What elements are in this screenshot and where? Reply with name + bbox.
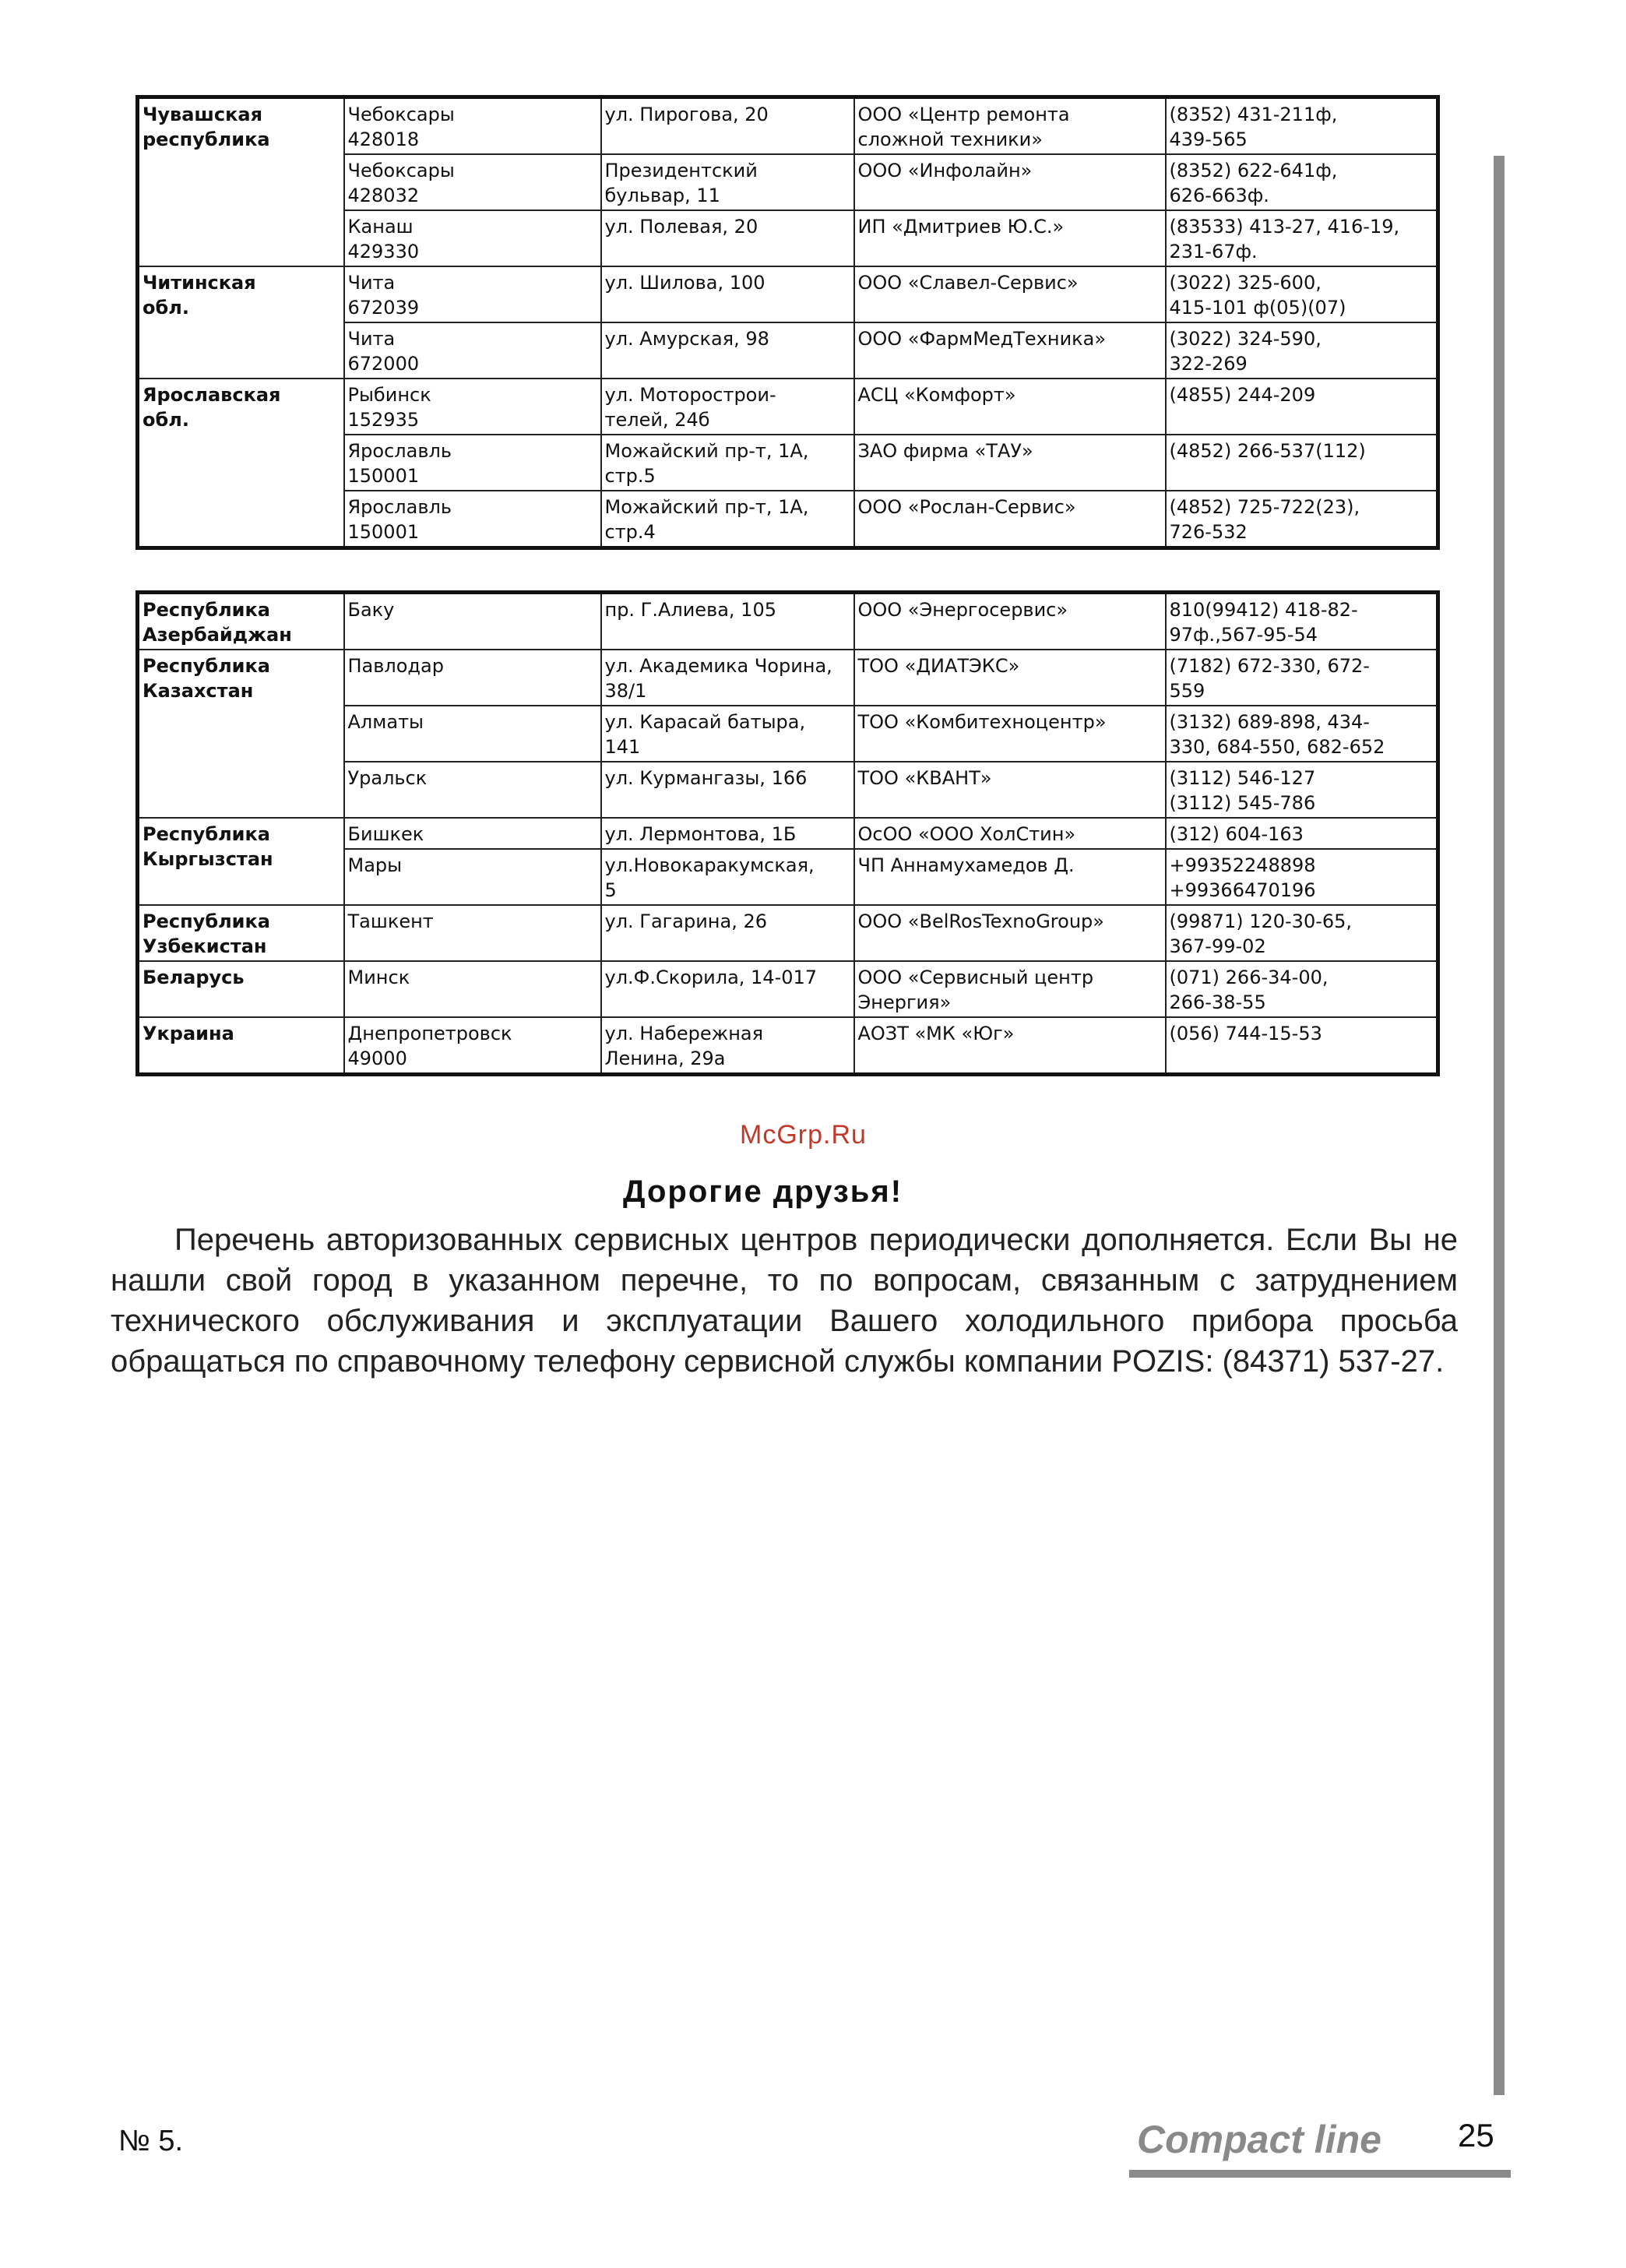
address-cell: ул. Моторострои- телей, 24б bbox=[601, 379, 854, 435]
city-cell: Ярославль 150001 bbox=[344, 435, 601, 491]
company-cell: ТОО «ДИАТЭКС» bbox=[854, 650, 1166, 706]
table-row bbox=[138, 379, 1438, 435]
phone-cell: (4852) 725-722(23), 726-532 bbox=[1166, 491, 1438, 548]
table-row bbox=[138, 905, 1438, 961]
table-row bbox=[138, 961, 1438, 1017]
address-cell: ул. Гагарина, 26 bbox=[601, 905, 854, 961]
phone-cell: (83533) 413-27, 416-19, 231-67ф. bbox=[1166, 210, 1438, 266]
table-row bbox=[138, 818, 1438, 849]
phone-cell: +99352248898 +99366470196 bbox=[1166, 849, 1438, 905]
region-cell: Республика Азербайджан bbox=[138, 593, 344, 650]
company-cell: ООО «Центр ремонта сложной техники» bbox=[854, 97, 1166, 155]
company-cell: ООО «Сервисный центр Энергия» bbox=[854, 961, 1166, 1017]
address-cell: ул.Ф.Скорила, 14-017 bbox=[601, 961, 854, 1017]
address-cell: ул. Пирогова, 20 bbox=[601, 97, 854, 155]
phone-cell: (99871) 120-30-65, 367-99-02 bbox=[1166, 905, 1438, 961]
region-cell: Чувашская республика bbox=[138, 97, 344, 267]
service-centers-table-cis bbox=[136, 590, 1440, 1076]
region-cell: Читинская обл. bbox=[138, 266, 344, 379]
city-cell: Канаш 429330 bbox=[344, 210, 601, 266]
address-cell: ул. Амурская, 98 bbox=[601, 322, 854, 379]
brand-underline bbox=[1129, 2170, 1511, 2178]
address-cell: ул. Курмангазы, 166 bbox=[601, 762, 854, 818]
phone-cell: (3132) 689-898, 434- 330, 684-550, 682-652 bbox=[1166, 706, 1438, 762]
city-cell: Павлодар bbox=[344, 650, 601, 706]
city-cell: Уральск bbox=[344, 762, 601, 818]
company-cell: ООО «BelRosTexnoGroup» bbox=[854, 905, 1166, 961]
address-cell: ул. Полевая, 20 bbox=[601, 210, 854, 266]
company-cell: ООО «Рослан-Сервис» bbox=[854, 491, 1166, 548]
section-heading: Дорогие друзья! bbox=[623, 1174, 903, 1209]
city-cell: Минск bbox=[344, 961, 601, 1017]
region-cell: Ярославская обл. bbox=[138, 379, 344, 548]
address-cell: пр. Г.Алиева, 105 bbox=[601, 593, 854, 650]
table-row bbox=[138, 1017, 1438, 1075]
company-cell: ООО «ФармМедТехника» bbox=[854, 322, 1166, 379]
table-row bbox=[138, 97, 1438, 155]
page-number: 25 bbox=[1458, 2117, 1494, 2154]
phone-cell: (071) 266-34-00, 266-38-55 bbox=[1166, 961, 1438, 1017]
company-cell: ТОО «Комбитехноцентр» bbox=[854, 706, 1166, 762]
city-cell: Чебоксары 428018 bbox=[344, 97, 601, 155]
phone-cell: (056) 744-15-53 bbox=[1166, 1017, 1438, 1075]
city-cell: Чита 672000 bbox=[344, 322, 601, 379]
city-cell: Мары bbox=[344, 849, 601, 905]
company-cell: ИП «Дмитриев Ю.С.» bbox=[854, 210, 1166, 266]
phone-cell: (8352) 622-641ф, 626-663ф. bbox=[1166, 154, 1438, 210]
company-cell: АСЦ «Комфорт» bbox=[854, 379, 1166, 435]
city-cell: Бишкек bbox=[344, 818, 601, 849]
address-cell: ул. Шилова, 100 bbox=[601, 266, 854, 322]
phone-cell: 810(99412) 418-82- 97ф.,567-95-54 bbox=[1166, 593, 1438, 650]
address-cell: Можайский пр-т, 1А, стр.5 bbox=[601, 435, 854, 491]
address-cell: ул. Академика Чорина, 38/1 bbox=[601, 650, 854, 706]
address-cell: Можайский пр-т, 1А, стр.4 bbox=[601, 491, 854, 548]
issue-number: № 5. bbox=[118, 2125, 184, 2157]
city-cell: Чебоксары 428032 bbox=[344, 154, 601, 210]
company-cell: ТОО «КВАНТ» bbox=[854, 762, 1166, 818]
phone-cell: (7182) 672-330, 672- 559 bbox=[1166, 650, 1438, 706]
phone-cell: (4855) 244-209 bbox=[1166, 379, 1438, 435]
region-cell: Республика Узбекистан bbox=[138, 905, 344, 961]
phone-cell: (3022) 325-600, 415-101 ф(05)(07) bbox=[1166, 266, 1438, 322]
brand-name: Compact line bbox=[1137, 2118, 1381, 2161]
city-cell: Рыбинск 152935 bbox=[344, 379, 601, 435]
phone-cell: (3112) 546-127 (3112) 545-786 bbox=[1166, 762, 1438, 818]
phone-cell: (312) 604-163 bbox=[1166, 818, 1438, 849]
company-cell: ЗАО фирма «ТАУ» bbox=[854, 435, 1166, 491]
phone-cell: (4852) 266-537(112) bbox=[1166, 435, 1438, 491]
city-cell: Днепропетровск 49000 bbox=[344, 1017, 601, 1075]
phone-cell: (3022) 324-590, 322-269 bbox=[1166, 322, 1438, 379]
city-cell: Алматы bbox=[344, 706, 601, 762]
company-cell: ЧП Аннамухамедов Д. bbox=[854, 849, 1166, 905]
company-cell: АОЗТ «МК «Юг» bbox=[854, 1017, 1166, 1075]
city-cell: Чита 672039 bbox=[344, 266, 601, 322]
table-row bbox=[138, 593, 1438, 650]
address-cell: ул.Новокаракумская, 5 bbox=[601, 849, 854, 905]
address-cell: Президентский бульвар, 11 bbox=[601, 154, 854, 210]
company-cell: ООО «Энергосервис» bbox=[854, 593, 1166, 650]
watermark-text: McGrp.Ru bbox=[740, 1120, 867, 1150]
region-cell: Республика Казахстан bbox=[138, 650, 344, 818]
address-cell: ул. Лермонтова, 1Б bbox=[601, 818, 854, 849]
address-cell: ул. Набережная Ленина, 29а bbox=[601, 1017, 854, 1075]
region-cell: Беларусь bbox=[138, 961, 344, 1017]
city-cell: Баку bbox=[344, 593, 601, 650]
region-cell: Республика Кыргызстан bbox=[138, 818, 344, 905]
phone-cell: (8352) 431-211ф, 439-565 bbox=[1166, 97, 1438, 155]
info-paragraph: Перечень авторизованных сервисных центров периодически дополняется. Если Вы не нашли свой город в указанном перечне, то по вопросам, связанным с затруднением технического обслуживания и эксплуатации Вашего холодильного прибора просьба обращаться по справочному телефону сервисной службы компании POZIS: (84371) 537-27. bbox=[111, 1223, 1458, 1379]
table-row bbox=[138, 650, 1438, 706]
company-cell: ОсОО «ООО ХолСтин» bbox=[854, 818, 1166, 849]
company-cell: ООО «Славел-Сервис» bbox=[854, 266, 1166, 322]
right-margin-bar bbox=[1494, 156, 1505, 2095]
address-cell: ул. Карасай батыра, 141 bbox=[601, 706, 854, 762]
service-centers-table-russia bbox=[136, 95, 1440, 550]
city-cell: Ярославль 150001 bbox=[344, 491, 601, 548]
company-cell: ООО «Инфолайн» bbox=[854, 154, 1166, 210]
region-cell: Украина bbox=[138, 1017, 344, 1075]
table-row bbox=[138, 266, 1438, 322]
city-cell: Ташкент bbox=[344, 905, 601, 961]
